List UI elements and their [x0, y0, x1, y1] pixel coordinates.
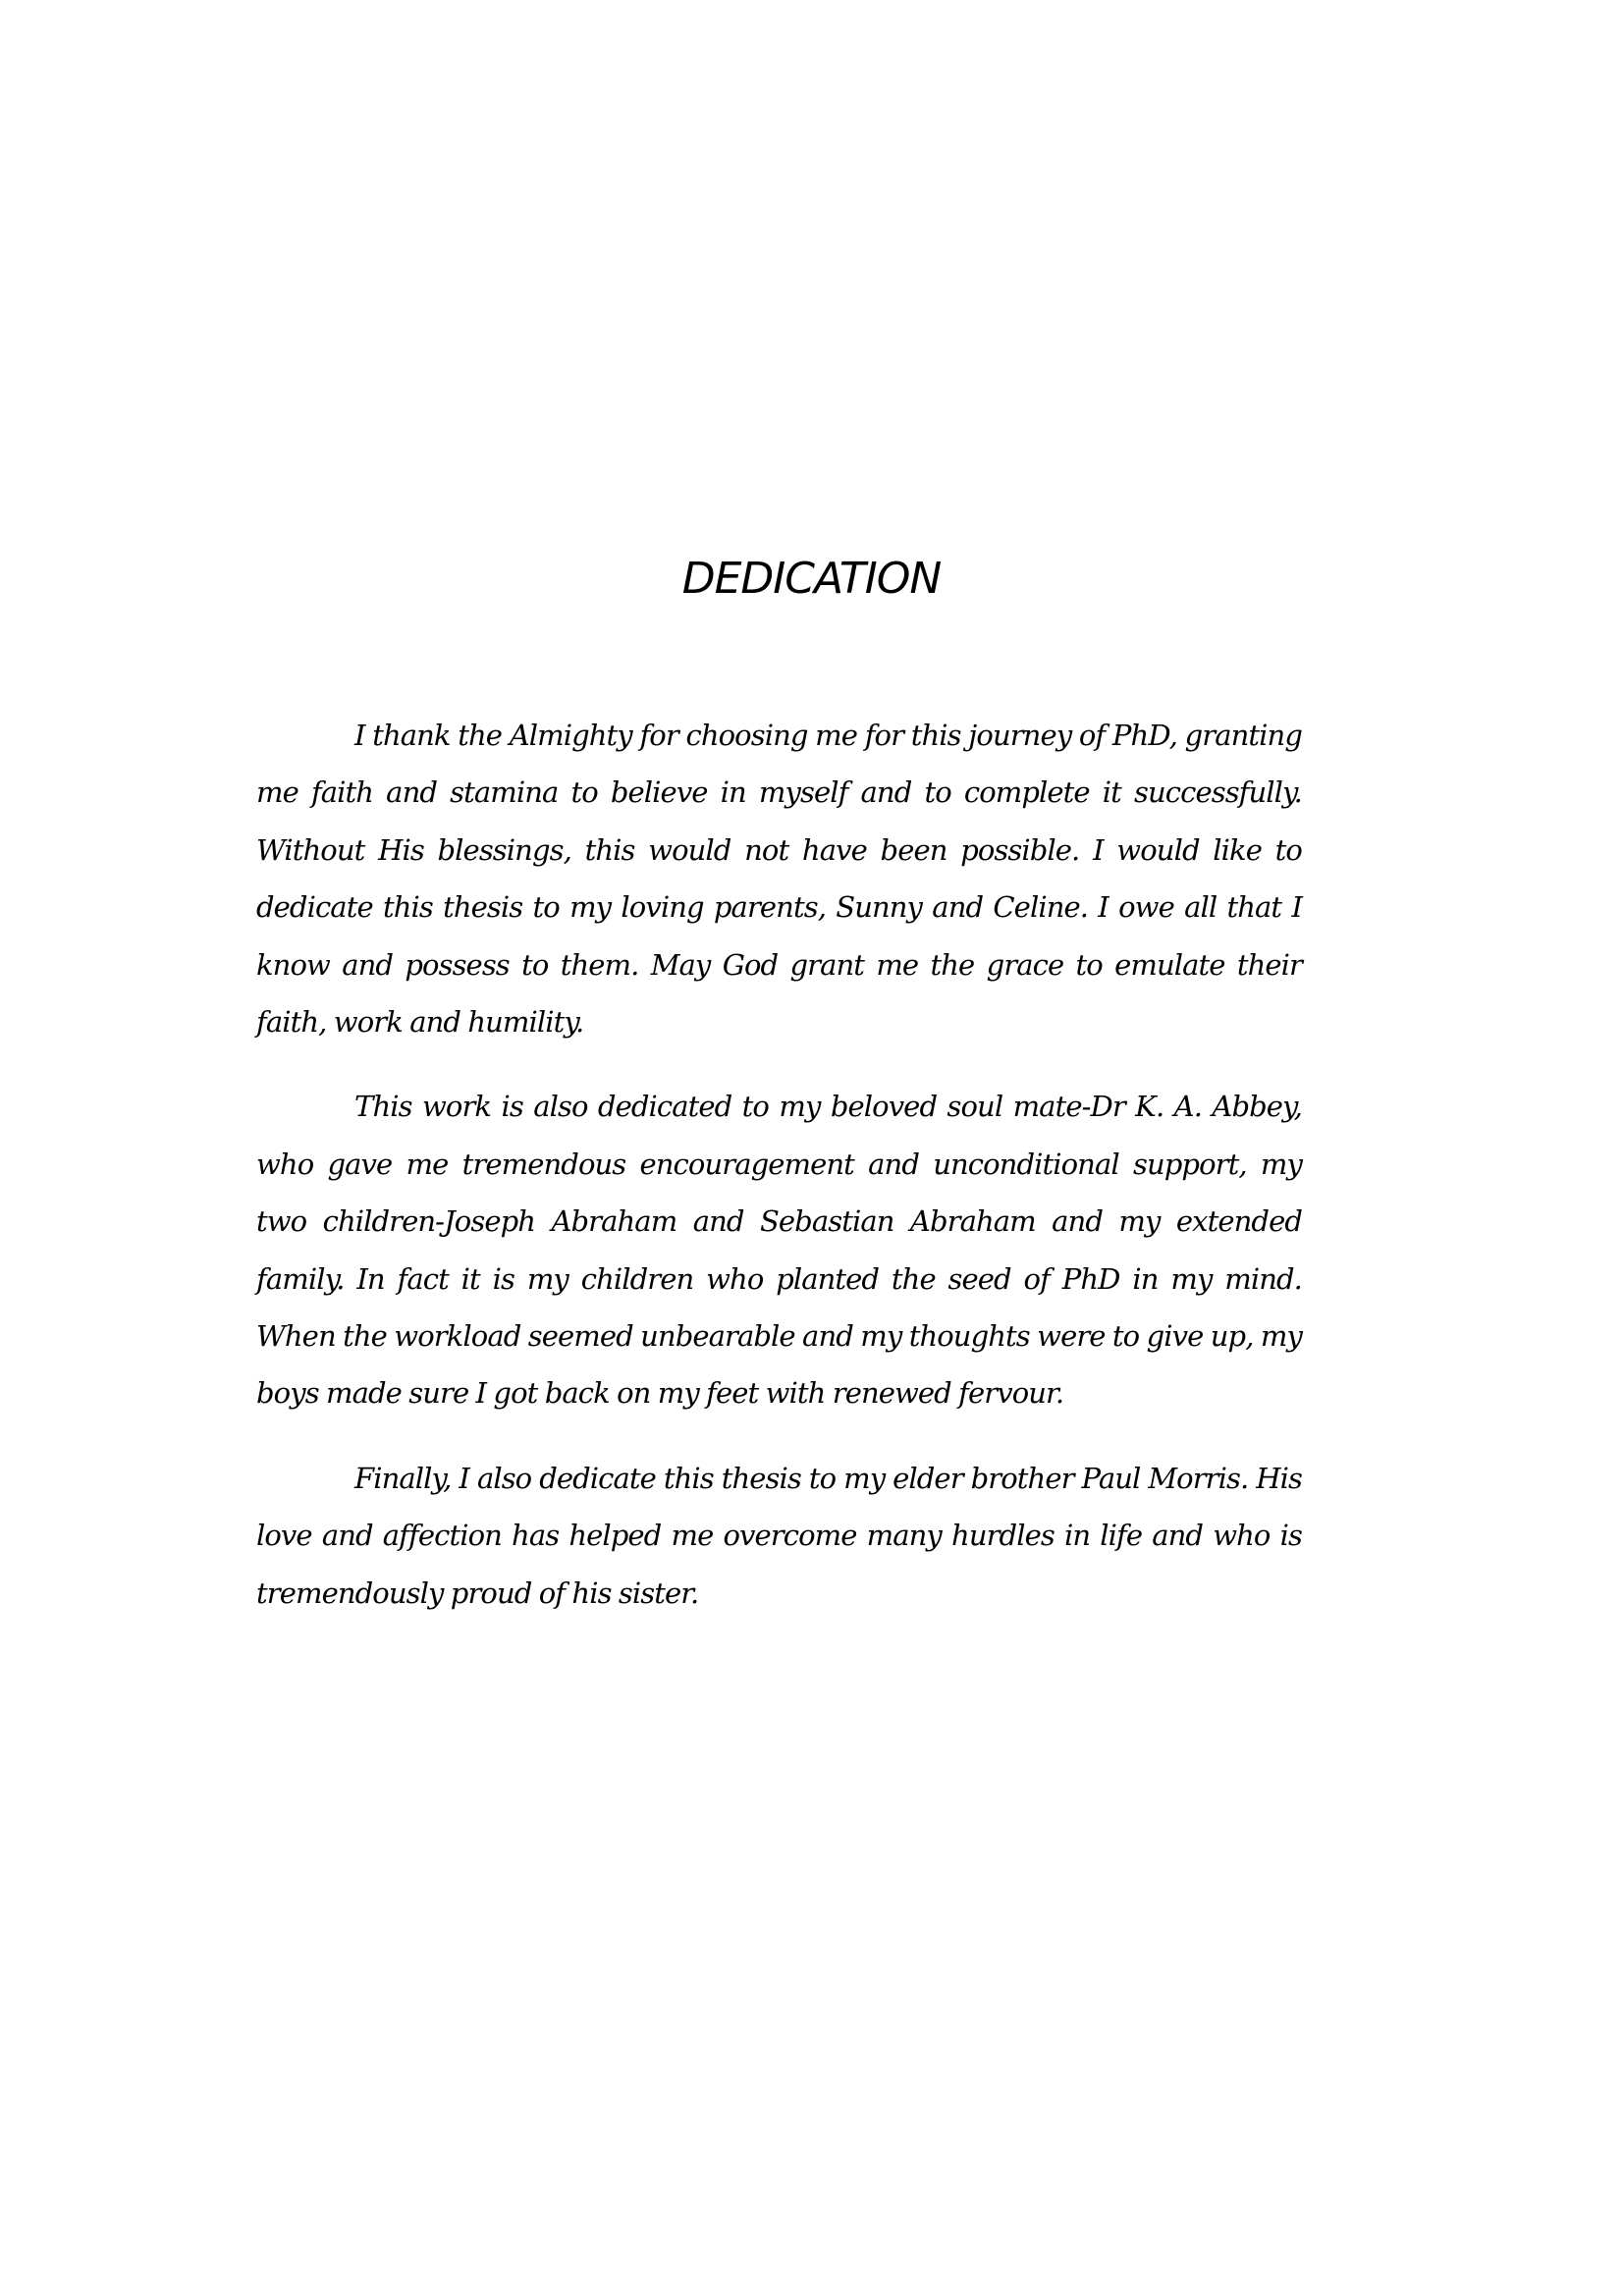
dedication-paragraph-1: I thank the Almighty for choosing me for this journey of PhD, granting me faith and stamina to believe in myself and to complete it successfully. Without His blessings, this would not have been possible. I would like to dedicate this thesis to my loving parents, Sunny and Celine. I owe all that I know and possess to them. May God grant me the grace to emulate their faith, work and humility.: [256, 719, 1302, 1040]
dedication-body: [256, 707, 1302, 1649]
page-title: DEDICATION: [681, 554, 942, 604]
dedication-paragraph-3: Finally, I also dedicate this thesis to my elder brother Paul Morris. His love and affection has helped me overcome many hurdles in life and who is tremendously proud of his sister.: [256, 1461, 1302, 1610]
dedication-paragraph-2: This work is also dedicated to my beloved soul mate-Dr K. A. Abbey, who gave me tremendous encouragement and unconditional support, my two children-Joseph Abraham and Sebastian Abraham and my extended family. In fact it is my children who planted the seed of PhD in my mind. When the workload seemed unbearable and my thoughts were to give up, my boys made sure I got back on my feet with renewed fervour.: [256, 1090, 1302, 1411]
